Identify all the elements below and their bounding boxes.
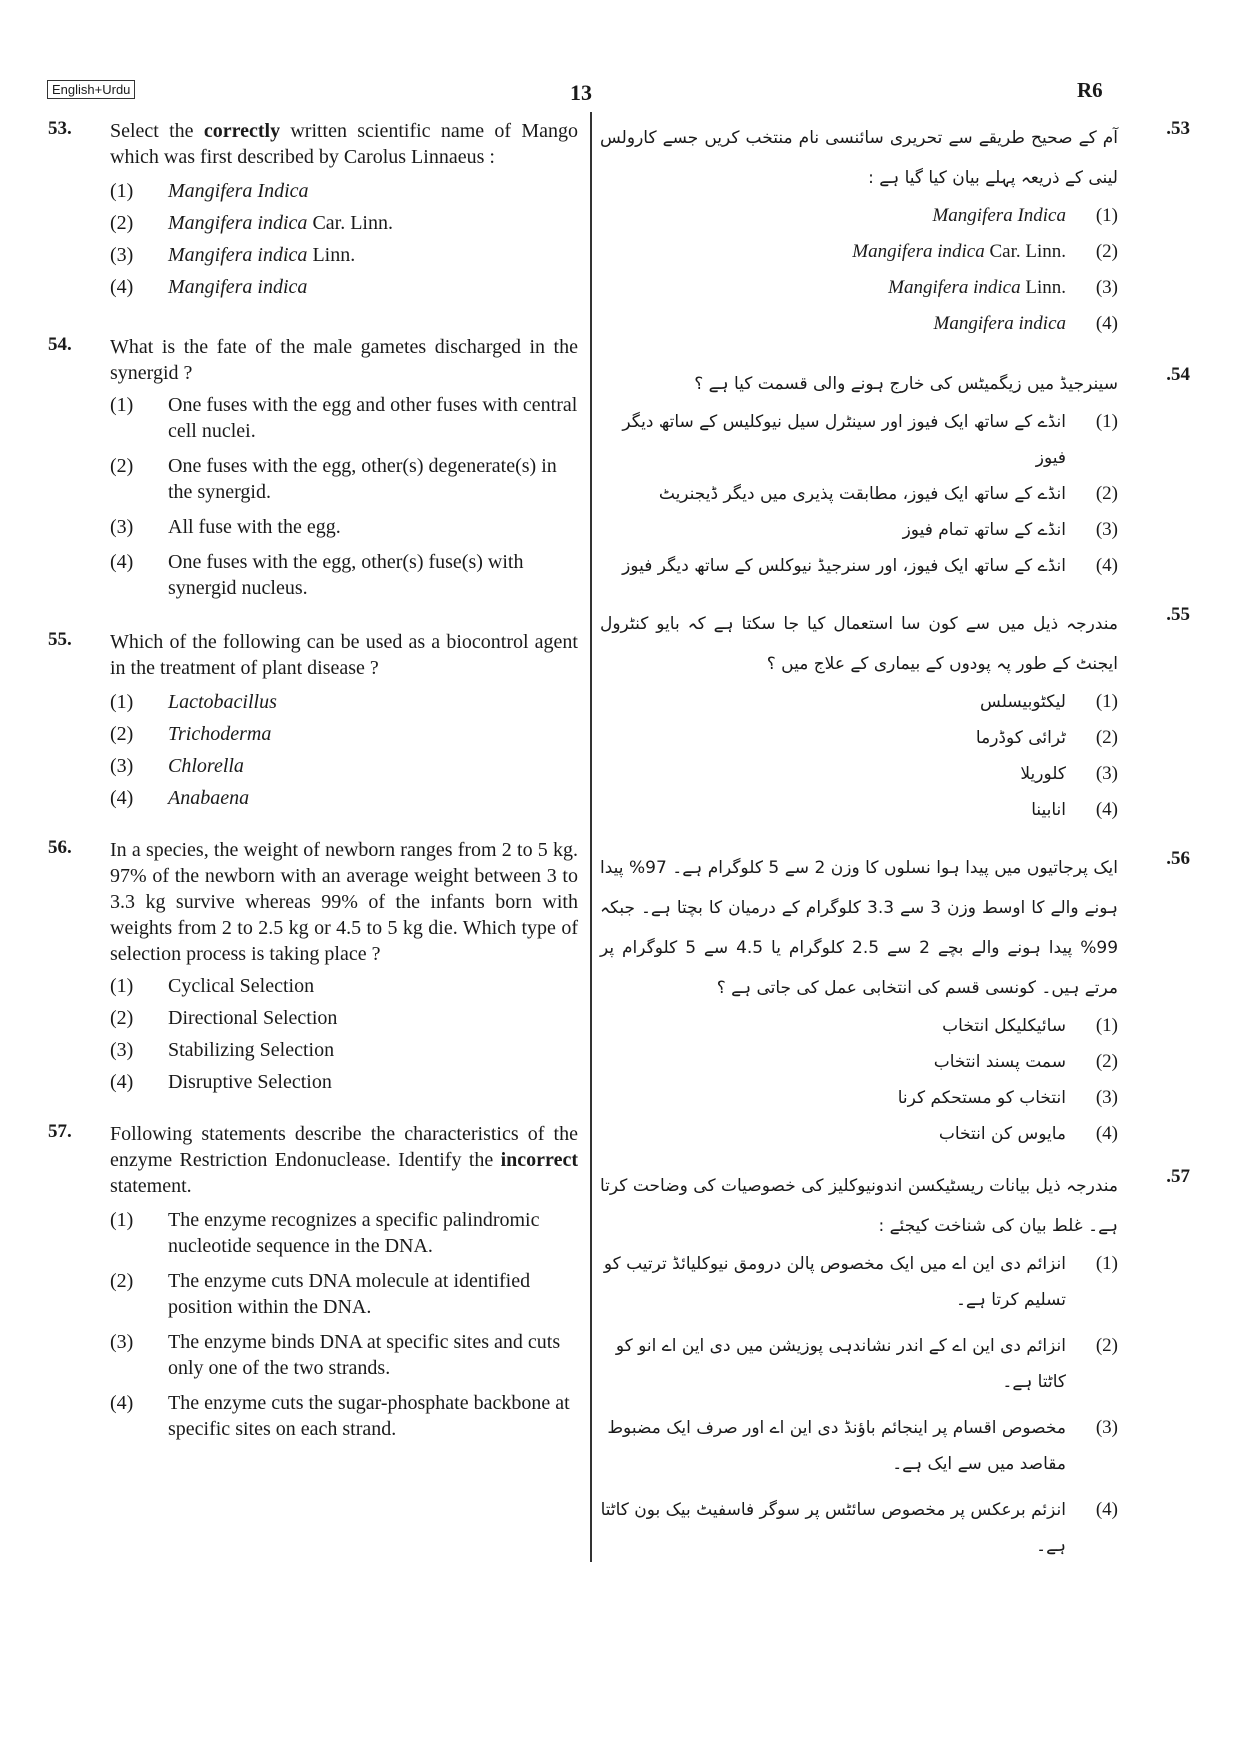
option-text: سائیکلیکل انتخاب [942,1016,1066,1036]
option [110,514,578,540]
option-text: The enzyme binds DNA at specific sites and cuts only one of the two strands. [168,1331,561,1379]
option [600,1246,1118,1318]
option-number: (3) [110,755,134,777]
option [110,753,578,779]
option [600,1080,1118,1116]
options [600,1246,1118,1564]
option-text: One fuses with the egg, other(s) degenerate(s) in the synergid. [168,455,557,503]
option [110,1329,578,1381]
options [110,1207,578,1442]
option [110,721,578,747]
option-text: Mangifera Indica [932,205,1066,226]
option [110,1069,578,1095]
options [600,684,1118,828]
option [110,1207,578,1259]
question-number: .55 [1166,604,1190,625]
option-text: ٹرائی کوڈرما [975,728,1066,748]
english-column [48,118,578,1442]
options [600,1008,1118,1152]
question-number: .56 [1166,848,1190,869]
options [110,973,578,1095]
option-number: (4) [1095,555,1118,576]
option-number: (1) [110,180,134,202]
option [600,1008,1118,1044]
question-53-ur [600,118,1190,342]
option-number: (3) [110,1039,134,1061]
option [110,785,578,811]
option-text: Anabaena [168,787,250,809]
question-number: .54 [1166,364,1190,385]
option [600,234,1118,270]
question-text: سینرجیڈ میں زیگمیٹس کی خارج ہونے والی قسمت کیا ہے ؟ [694,374,1118,394]
question-55-en [48,629,578,811]
question-number: 53. [48,118,72,139]
option [600,476,1118,512]
option-text: سمت پسند انتخاب [933,1052,1066,1072]
option-number: (3) [1095,1087,1118,1108]
option-number: (3) [1095,763,1118,784]
option-text: Directional Selection [168,1007,338,1029]
option-text: Mangifera indica Car. Linn. [168,212,393,234]
question-text: Select the correctly written scientific name of Mango which was first described by Carolus Linnaeus : [110,120,578,168]
question-number: 56. [48,837,72,858]
option-number: (4) [1095,1499,1118,1520]
option [600,792,1118,828]
option [600,1328,1118,1400]
option-text: مایوس کن انتخاب [938,1124,1066,1144]
question-number: .53 [1166,118,1190,139]
option-number: (1) [110,1209,134,1231]
option-number: (3) [1095,1417,1118,1438]
option-text: انڈے کے ساتھ ایک فیوز، مطابقت پذیری میں دیگر ڈیجنریٹ [658,484,1066,504]
option [110,1390,578,1442]
question-54-en [48,334,578,601]
options [110,392,578,601]
options [110,178,578,300]
question-56-en [48,837,578,1095]
option-number: (3) [1095,277,1118,298]
question-text: مندرجہ ذیل بیانات ریسٹیکسن اندونیوکلیز کی خصوصیات کی وضاحت کرتا ہے۔ غلط بیان کی شناخت کیجئے : [600,1176,1118,1236]
option-text: انڈے کے ساتھ ایک فیوز اور سینٹرل سیل نیوکلیس کے ساتھ دیگر فیوز [622,412,1066,468]
option-text: Mangifera Indica [168,180,309,202]
option-text: انڈے کے ساتھ ایک فیوز، اور سنرجیڈ نیوکلس کے ساتھ دیگر فیوز [622,556,1066,576]
option-number: (1) [1095,205,1118,226]
option [600,306,1118,342]
option-number: (2) [1095,483,1118,504]
option-text: لیکٹوبیسلس [980,692,1066,712]
option [600,1410,1118,1482]
option [600,720,1118,756]
option-number: (2) [110,1270,134,1292]
option-text: The enzyme recognizes a specific palindromic nucleotide sequence in the DNA. [168,1209,540,1257]
option-number: (2) [110,723,134,745]
option [600,684,1118,720]
option [110,1005,578,1031]
option-text: The enzyme cuts DNA molecule at identified position within the DNA. [168,1270,531,1318]
question-text: What is the fate of the male gametes discharged in the synergid ? [110,336,578,384]
option-number: (4) [110,551,134,573]
question-text: ایک پرجاتیوں میں پیدا ہوا نسلوں کا وزن 2 سے 5 کلوگرام ہے۔ 97% پیدا ہونے والے کا اوسط وزن 3 سے 3.3 کلوگرام کے درمیان کا بچتا ہے۔ جبکہ 99% پیدا ہونے والے بچے 2 سے 2.5 کلوگرام یا 4.5 سے 5 کلوگرام پر مرتے ہیں۔ کونسی قسم کی انتخابی عمل کی جاتی ہے ؟ [600,858,1119,998]
question-number: .57 [1166,1166,1190,1187]
option [600,1492,1118,1564]
option-number: (3) [110,244,134,266]
question-56-ur [600,848,1190,1152]
option-text: Mangifera indica Linn. [888,277,1066,298]
question-53-en [48,118,578,300]
option-text: انزائم دی این اے میں ایک مخصوص پالن درومق نیوکلیائڈ ترتیب کو تسلیم کرتا ہے۔ [603,1254,1066,1310]
question-55-ur [600,604,1190,828]
option [110,392,578,444]
option-number: (1) [110,691,134,713]
option-number: (4) [110,1071,134,1093]
question-text: آم کے صحیح طریقے سے تحریری سائنسی نام منتخب کریں جسے کارولس لینی کے ذریعہ پہلے بیان کیا گیا ہے : [600,128,1118,188]
option [600,198,1118,234]
question-57-en [48,1121,578,1442]
question-54-ur [600,364,1190,584]
option-number: (1) [110,394,134,416]
option-text: Mangifera indica Linn. [168,244,356,266]
option-number: (4) [110,1392,134,1414]
question-text: In a species, the weight of newborn ranges from 2 to 5 kg. 97% of the newborn with an average weight between 3 to 3.3 kg survive whereas 99% of the infants born with weights from 2 to 2.5 kg or 4.5 to 5 kg die. Which type of selection process is taking place ? [110,839,578,965]
question-57-ur [600,1166,1190,1564]
option-number: (4) [110,276,134,298]
option [110,973,578,999]
option [600,404,1118,476]
option [600,756,1118,792]
option-number: (3) [110,1331,134,1353]
option-number: (3) [1095,519,1118,540]
option-text: Cyclical Selection [168,975,315,997]
urdu-column [600,118,1190,1564]
question-number: 57. [48,1121,72,1142]
question-number: 54. [48,334,72,355]
question-text: مندرجہ ذیل میں سے کون سا استعمال کیا جا سکتا ہے کہ بایو کنٹرول ایجنٹ کے طور پہ پودوں کے بیماری کے علاج میں ؟ [600,614,1118,674]
option-text: انزئم برعکس پر مخصوص سائٹس پر سوگر فاسفیٹ بیک بون کاٹتا ہے۔ [600,1500,1066,1556]
option [600,512,1118,548]
option [110,210,578,236]
option-text: Stabilizing Selection [168,1039,335,1061]
option-number: (2) [1095,727,1118,748]
option-number: (1) [1095,1015,1118,1036]
option [110,1037,578,1063]
option-text: Chlorella [168,755,244,777]
option [110,453,578,505]
option-number: (3) [110,516,134,538]
question-text: Which of the following can be used as a biocontrol agent in the treatment of plant disease ? [110,631,578,679]
option-number: (2) [1095,241,1118,262]
option [110,274,578,300]
option-number: (1) [1095,691,1118,712]
option-text: انڈے کے ساتھ تمام فیوز [902,520,1066,540]
option-text: Mangifera indica [933,313,1066,334]
option-text: Mangifera indica [168,276,308,298]
option-number: (1) [1095,1253,1118,1274]
option-number: (2) [1095,1335,1118,1356]
option-number: (4) [1095,1123,1118,1144]
question-number: 55. [48,629,72,650]
option [110,242,578,268]
option [110,549,578,601]
option-number: (2) [1095,1051,1118,1072]
option-number: (4) [110,787,134,809]
option [600,548,1118,584]
option-number: (2) [110,1007,134,1029]
option-number: (2) [110,212,134,234]
column-divider [590,112,592,1562]
option-number: (1) [110,975,134,997]
option-text: مخصوص اقسام پر اینجائم باؤنڈ دی این اے اور صرف ایک مضبوط مقاصد میں سے ایک ہے۔ [607,1418,1066,1474]
option [600,270,1118,306]
option [110,1268,578,1320]
paper-code: R6 [1077,78,1103,102]
option-text: Lactobacillus [168,691,277,713]
option-number: (4) [1095,799,1118,820]
option-text: All fuse with the egg. [168,516,341,538]
option-text: One fuses with the egg and other fuses with central cell nuclei. [168,394,578,442]
options [600,404,1118,584]
option-text: The enzyme cuts the sugar-phosphate backbone at specific sites on each strand. [168,1392,570,1440]
language-label: English+Urdu [47,80,135,99]
page-number: 13 [570,80,592,105]
option-text: کلوریلا [1020,764,1066,784]
option-text: انابینا [1031,800,1066,820]
options [110,689,578,811]
option-text: One fuses with the egg, other(s) fuse(s) with synergid nucleus. [168,551,524,599]
option [110,178,578,204]
option-text: انتخاب کو مستحکم کرنا [897,1088,1066,1108]
option [110,689,578,715]
option [600,1044,1118,1080]
option-text: Trichoderma [168,723,272,745]
option-number: (1) [1095,411,1118,432]
options [600,198,1118,342]
option-text: Disruptive Selection [168,1071,332,1093]
option-text: انزائم دی این اے کے اندر نشاندہی پوزیشن میں دی این اے انو کو کاٹتا ہے۔ [615,1336,1066,1392]
option-text: Mangifera indica Car. Linn. [852,241,1066,262]
option-number: (2) [110,455,134,477]
question-text: Following statements describe the characteristics of the enzyme Restriction Endonuclease. Identify the incorrect statement. [110,1123,578,1197]
option [600,1116,1118,1152]
option-number: (4) [1095,313,1118,334]
